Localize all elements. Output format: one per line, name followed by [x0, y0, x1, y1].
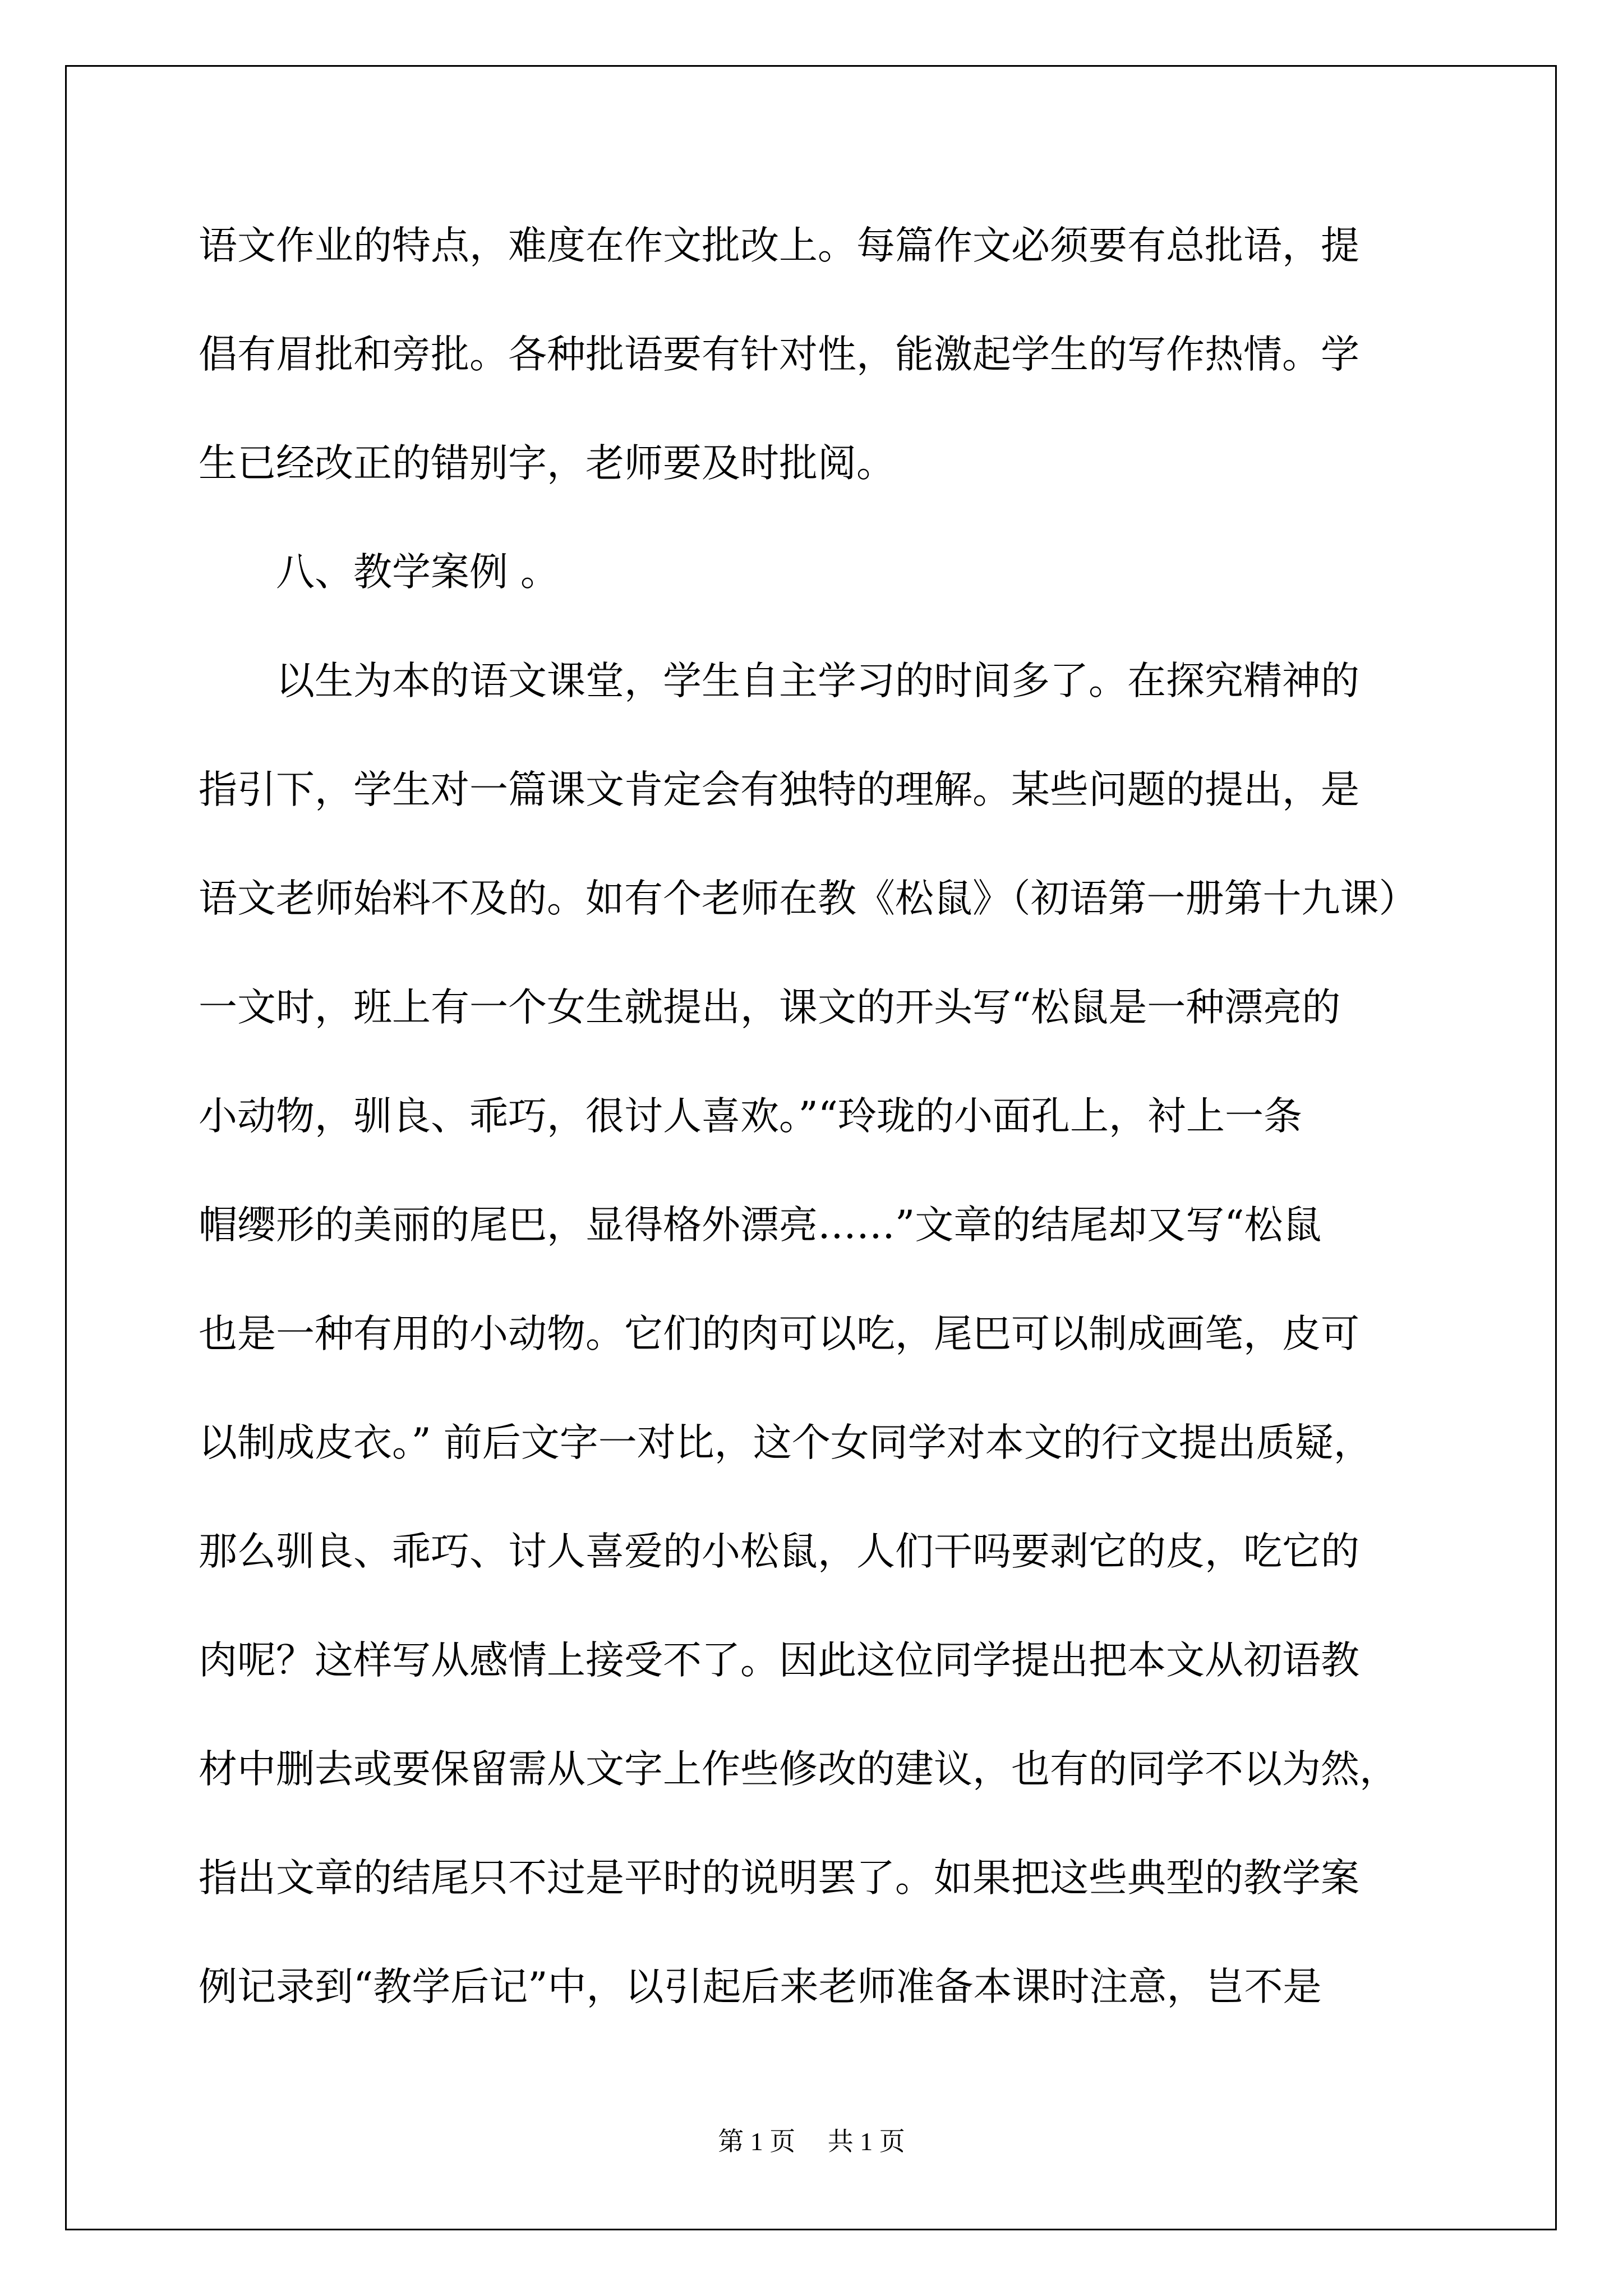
text-line-9: 小动物，驯良、乖巧，很讨人喜欢。”“玲珑的小面孔上，衬上一条 — [199, 1094, 1303, 1139]
section-heading: 八、教学案例 。 — [199, 550, 559, 595]
page-number-footer: 第 1 页 共 1 页 — [718, 2127, 905, 2156]
text-line-3: 生已经改正的错别字，老师要及时批阅。 — [199, 441, 895, 486]
document-body — [199, 213, 1432, 2063]
text-line-6: 指引下，学生对一篇课文肯定会有独特的理解。某些问题的提出，是 — [199, 767, 1359, 812]
text-line-10: 帽缨形的美丽的尾巴，显得格外漂亮……”文章的结尾却又写“松鼠 — [199, 1203, 1322, 1248]
text-line-7: 语文老师始料不及的。如有个老师在教《松鼠》（初语第一册第十九课） — [199, 876, 1418, 921]
text-line-15: 材中删去或要保留需从文字上作些修改的建议，也有的同学不以为然， — [199, 1747, 1398, 1792]
text-line-12: 以制成皮衣。” 前后文字一对比，这个女同学对本文的行文提出质疑， — [199, 1420, 1372, 1465]
text-line-13: 那么驯良、乖巧、讨人喜爱的小松鼠，人们干吗要剥它的皮，吃它的 — [199, 1529, 1359, 1574]
text-line-14: 肉呢？这样写从感情上接受不了。因此这位同学提出把本文从初语教 — [199, 1638, 1359, 1683]
text-line-16: 指出文章的结尾只不过是平时的说明罢了。如果把这些典型的教学案 — [199, 1856, 1359, 1901]
text-line-8: 一文时，班上有一个女生就提出，课文的开头写“松鼠是一种漂亮的 — [199, 985, 1341, 1030]
text-line-17: 例记录到“教学后记”中，以引起后来老师准备本课时注意，岂不是 — [199, 1964, 1322, 2009]
text-line-5: 以生为本的语文课堂，学生自主学习的时间多了。在探究精神的 — [199, 659, 1359, 703]
text-line-11: 也是一种有用的小动物。它们的肉可以吃，尾巴可以制成画笔，皮可 — [199, 1312, 1359, 1356]
text-line-2: 倡有眉批和旁批。各种批语要有针对性，能激起学生的写作热情。学 — [199, 332, 1359, 377]
text-line-1: 语文作业的特点，难度在作文批改上。每篇作文必须要有总批语，提 — [199, 223, 1359, 268]
